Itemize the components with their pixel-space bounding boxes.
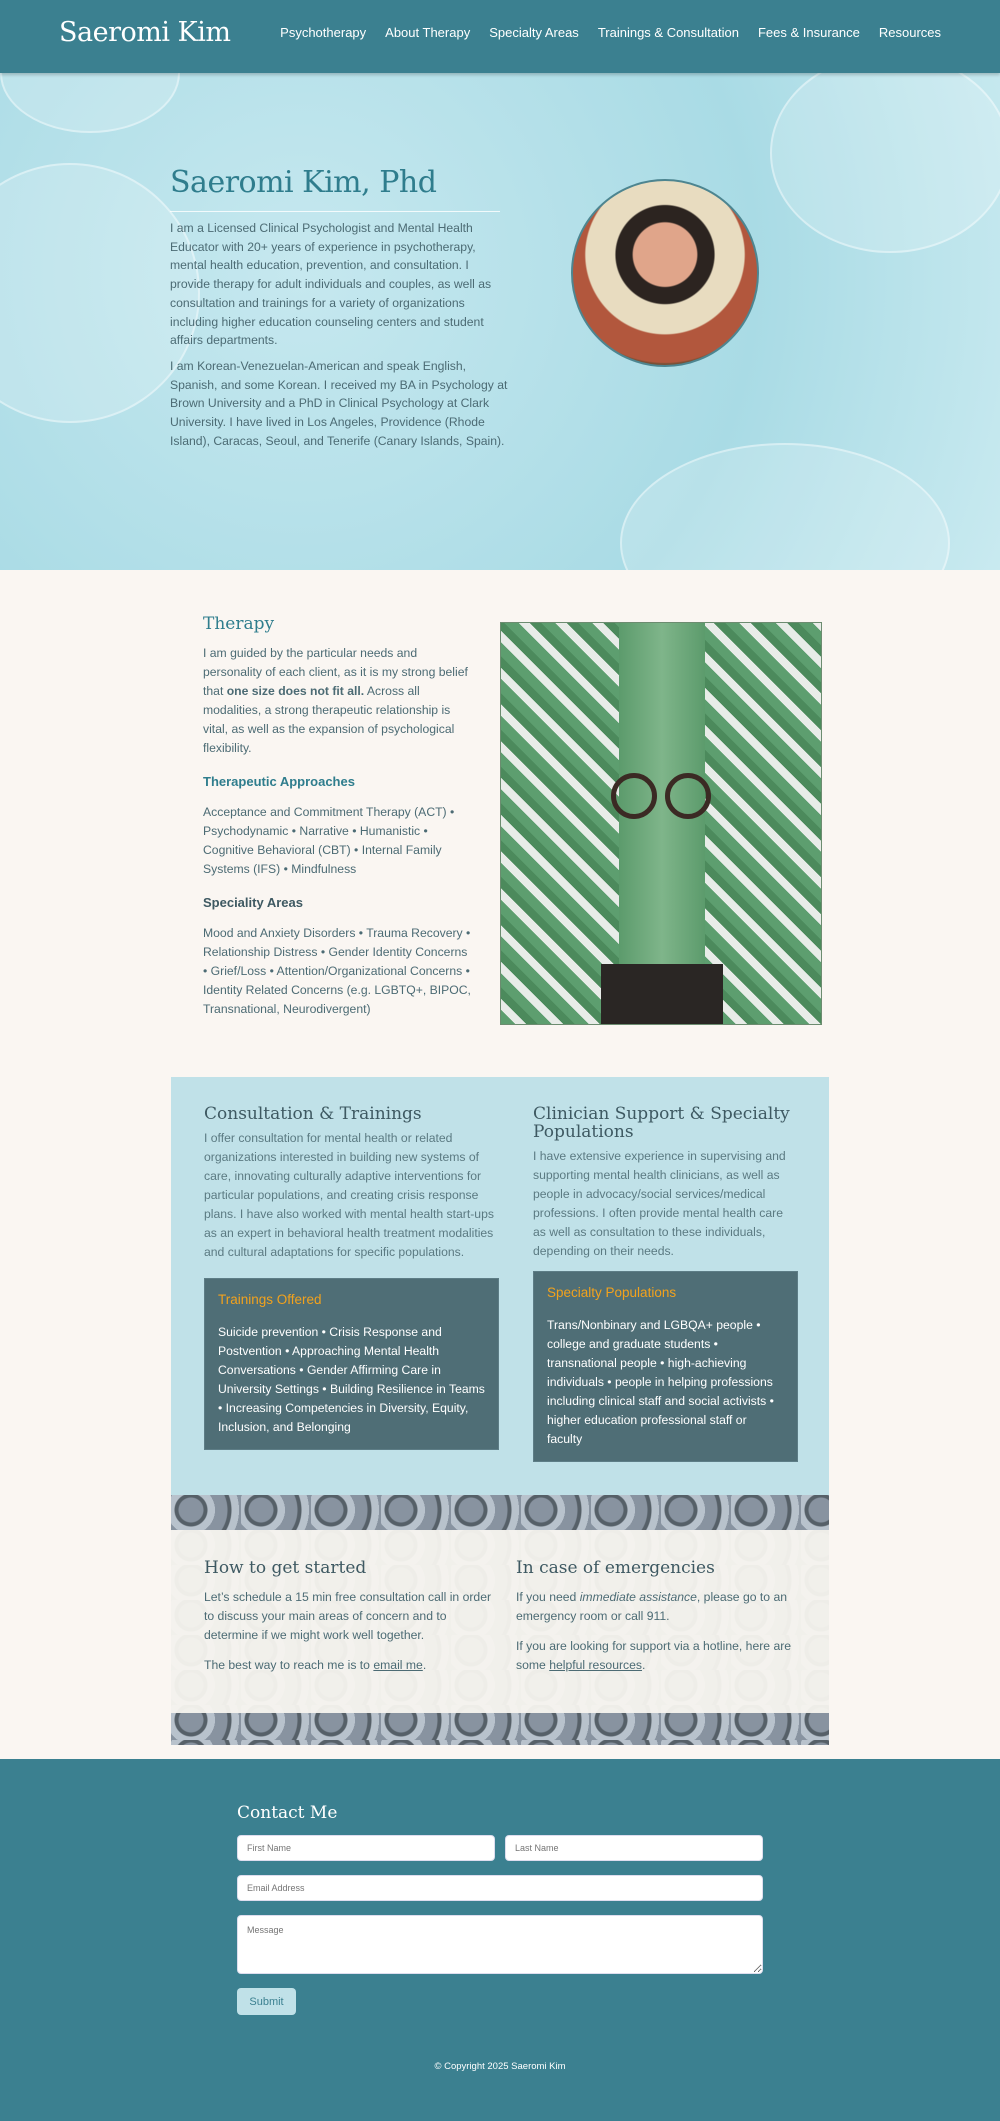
site-logo[interactable]: Saeromi Kim	[59, 17, 231, 48]
areas-heading: Speciality Areas	[203, 895, 303, 910]
nav-specialty-areas[interactable]: Specialty Areas	[489, 25, 579, 40]
approaches-heading: Therapeutic Approaches	[203, 774, 355, 789]
emergency-column	[516, 1559, 806, 1686]
areas-list: Mood and Anxiety Disorders • Trauma Recovery • Relationship Distress • Gender Identity Concerns • Grief/Loss • Attention/Organizational Concerns • Identity Related Concerns (e.g. LGBTQ+, BIPOC, Transnational, Neurodivergent)	[203, 926, 471, 1016]
text: , please go to an emergency room or call 911.	[516, 1590, 788, 1623]
consultation-text: I offer consultation for mental health or related organizations interested in building new systems of care, innovating culturally adaptive interventions for particular populations, and creating crisis response plans. I have also worked with mental health start-ups as an expert in behavioral health treatment modalities and cultural adaptations for specific populations.	[204, 1131, 494, 1259]
consultation-section	[171, 1077, 829, 1495]
get-started-heading: How to get started	[204, 1558, 367, 1578]
main-nav	[280, 25, 941, 40]
trainings-list: Suicide prevention • Crisis Response and Postvention • Approaching Mental Health Conversations • Gender Affirming Care in University Settings • Building Resilience in Teams • Increasing Competencies in Diversity, Equity, Inclusion, and Belonging	[218, 1325, 485, 1434]
clinician-heading: Clinician Support & Specialty Populations	[533, 1104, 790, 1142]
therapy-section	[203, 615, 473, 1019]
site-header	[0, 0, 1000, 73]
emphasis: one size does not fit all.	[226, 684, 365, 698]
clinician-text: I have extensive experience in supervising and supporting mental health clinicians, as well as people in advocacy/social services/medical professions. I often provide mental health care as well as consultation to these individuals, depending on their needs.	[533, 1149, 786, 1258]
get-started-text: Let’s schedule a 15 min free consultation call in order to discuss your main areas of concern and to determine if we might work well together.	[204, 1590, 492, 1642]
copyright: © Copyright 2025 Saeromi Kim	[434, 2061, 566, 2072]
door-ring	[665, 773, 711, 819]
text: Across all modalities, a strong therapeutic relationship is vital, as well as the expansion of psychological flexibility.	[203, 684, 455, 755]
hotline-text	[516, 1637, 806, 1675]
bio-paragraph: I am a Licensed Clinical Psychologist and Mental Health Educator with 20+ years of experience in psychotherapy, mental health education, prevention, and consultation. I provide therapy for adult individuals and couples, as well as consultation and trainings for a variety of organizations including higher education counseling centers and student affairs departments.	[170, 221, 492, 348]
therapy-heading: Therapy	[203, 614, 275, 634]
get-started-column	[204, 1559, 494, 1686]
consultation-heading: Consultation & Trainings	[204, 1104, 422, 1124]
nav-about-therapy[interactable]: About Therapy	[385, 25, 471, 40]
decor-shape	[0, 73, 180, 133]
email-me-link[interactable]: email me	[373, 1658, 423, 1672]
clinician-column	[533, 1105, 798, 1462]
hero-section	[0, 73, 1000, 570]
reach-text	[204, 1656, 494, 1675]
door-ring	[611, 773, 657, 819]
therapy-intro	[203, 644, 473, 758]
message-textarea[interactable]	[237, 1915, 763, 1974]
bio	[170, 219, 510, 457]
trainings-heading: Trainings Offered	[218, 1292, 322, 1307]
trainings-box	[204, 1278, 499, 1450]
text: If you need	[516, 1590, 580, 1604]
populations-list: Trans/Nonbinary and LGBQA+ people • college and graduate students • transnational people • high-achieving individuals • people in helping professions including clinical staff and social activists • higher education professional staff or faculty	[547, 1318, 774, 1446]
nav-resources[interactable]: Resources	[878, 25, 941, 40]
nav-trainings-consultation[interactable]: Trainings & Consultation	[597, 25, 739, 40]
text: .	[642, 1658, 646, 1672]
consultation-column	[204, 1105, 499, 1450]
text: .	[422, 1658, 427, 1672]
portrait-photo	[571, 179, 759, 367]
door-base	[601, 964, 723, 1024]
last-name-input[interactable]	[505, 1835, 763, 1861]
nav-fees-insurance[interactable]: Fees & Insurance	[757, 25, 860, 40]
getting-started-panel	[171, 1530, 829, 1713]
contact-heading: Contact Me	[237, 1803, 338, 1823]
populations-heading: Specialty Populations	[547, 1285, 677, 1300]
door-photo	[500, 622, 822, 1025]
page-title: Saeromi Kim, Phd	[170, 165, 437, 200]
decor-shape	[620, 443, 950, 570]
text: I am guided by the particular needs and personality of each client, as it is my strong belief that	[203, 646, 468, 698]
email-input[interactable]	[237, 1875, 763, 1901]
text: The best way to reach me is to	[204, 1658, 374, 1672]
emergency-text	[516, 1588, 806, 1626]
divider	[170, 211, 500, 212]
helpful-resources-link[interactable]: helpful resources	[549, 1658, 643, 1672]
bio-paragraph: I am Korean-Venezuelan-American and speak English, Spanish, and some Korean. I received my BA in Psychology at Brown University and a PhD in Clinical Psychology at Clark University. I have lived in Los Angeles, Providence (Rhode Island), Caracas, Seoul, and Tenerife (Canary Islands, Spain).	[170, 358, 508, 448]
submit-button[interactable]: Submit	[237, 1988, 296, 2015]
decor-shape	[770, 73, 1000, 253]
approaches-list: Acceptance and Commitment Therapy (ACT) • Psychodynamic • Narrative • Humanistic • Cognitive Behavioral (CBT) • Internal Family Systems (IFS) • Mindfulness	[203, 805, 455, 876]
emphasis: immediate assistance	[579, 1590, 697, 1604]
nav-psychotherapy[interactable]: Psychotherapy	[280, 25, 367, 40]
populations-box	[533, 1271, 798, 1462]
text: If you are looking for support via a hotline, here are some	[516, 1639, 792, 1672]
emergency-heading: In case of emergencies	[516, 1558, 715, 1578]
first-name-input[interactable]	[237, 1835, 495, 1861]
